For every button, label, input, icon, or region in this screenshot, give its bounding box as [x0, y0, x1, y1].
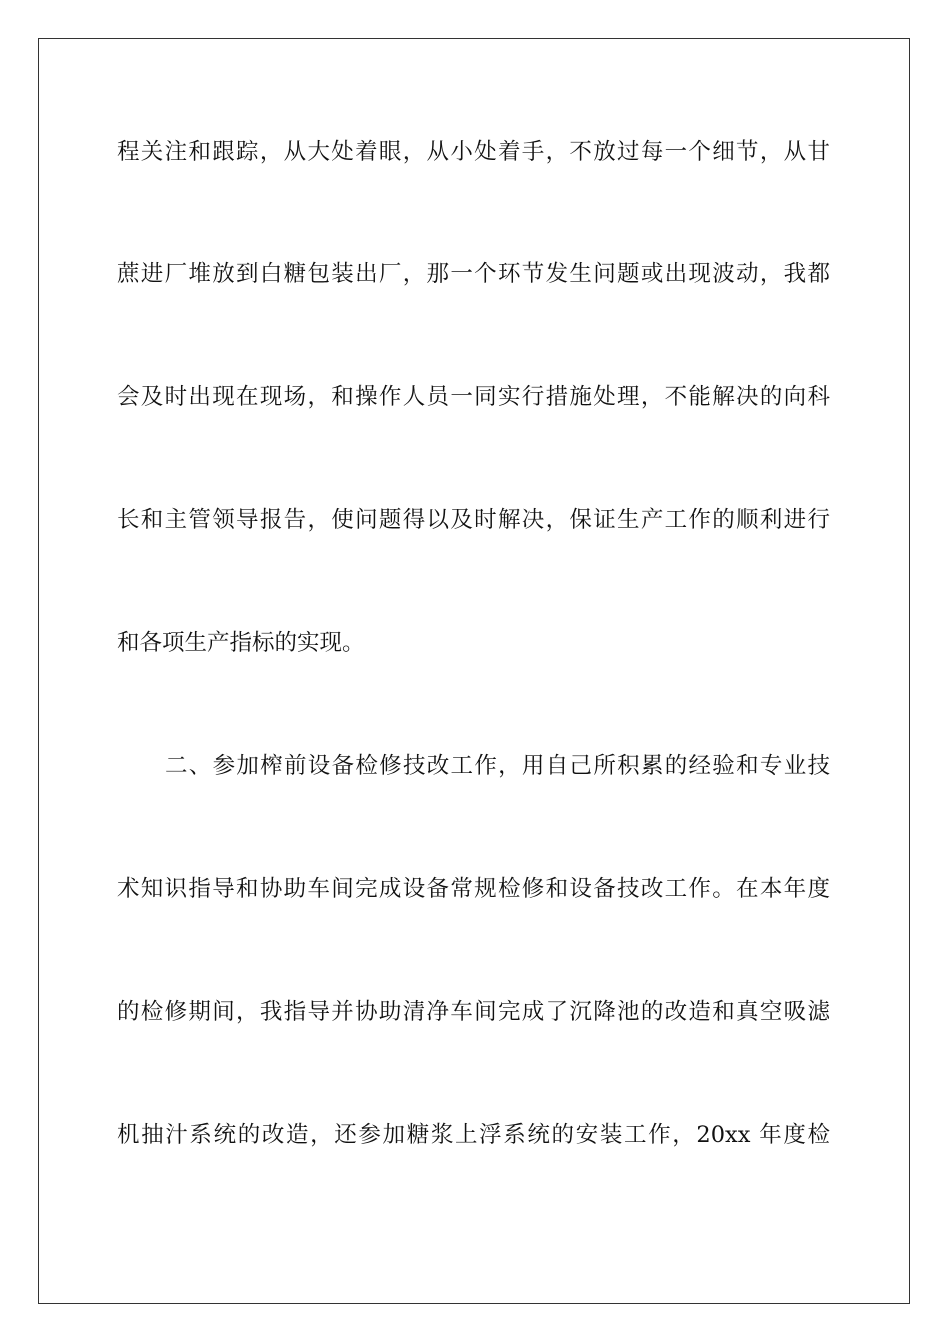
text-line-2: 蔗进厂堆放到白糖包装出厂，那一个环节发生问题或出现波动，我都	[117, 261, 830, 287]
text-line-8: 的检修期间，我指导并协助清净车间完成了沉降池的改造和真空吸滤	[117, 999, 830, 1025]
text-line-6: 二、参加榨前设备检修技改工作，用自己所积累的经验和专业技	[165, 753, 830, 779]
page-border	[38, 38, 910, 1304]
text-line-1: 程关注和跟踪，从大处着眼，从小处着手，不放过每一个细节，从甘	[117, 139, 830, 165]
text-line-5: 和各项生产指标的实现。	[117, 630, 365, 656]
text-line-7: 术知识指导和协助车间完成设备常规检修和设备技改工作。在本年度	[117, 876, 830, 902]
text-line-3: 会及时出现在现场，和操作人员一同实行措施处理，不能解决的向科	[117, 384, 830, 410]
text-line-4: 长和主管领导报告，使问题得以及时解决，保证生产工作的顺利进行	[117, 507, 830, 533]
text-line-9: 机抽汁系统的改造，还参加糖浆上浮系统的安装工作，20xx 年度检	[117, 1122, 830, 1148]
